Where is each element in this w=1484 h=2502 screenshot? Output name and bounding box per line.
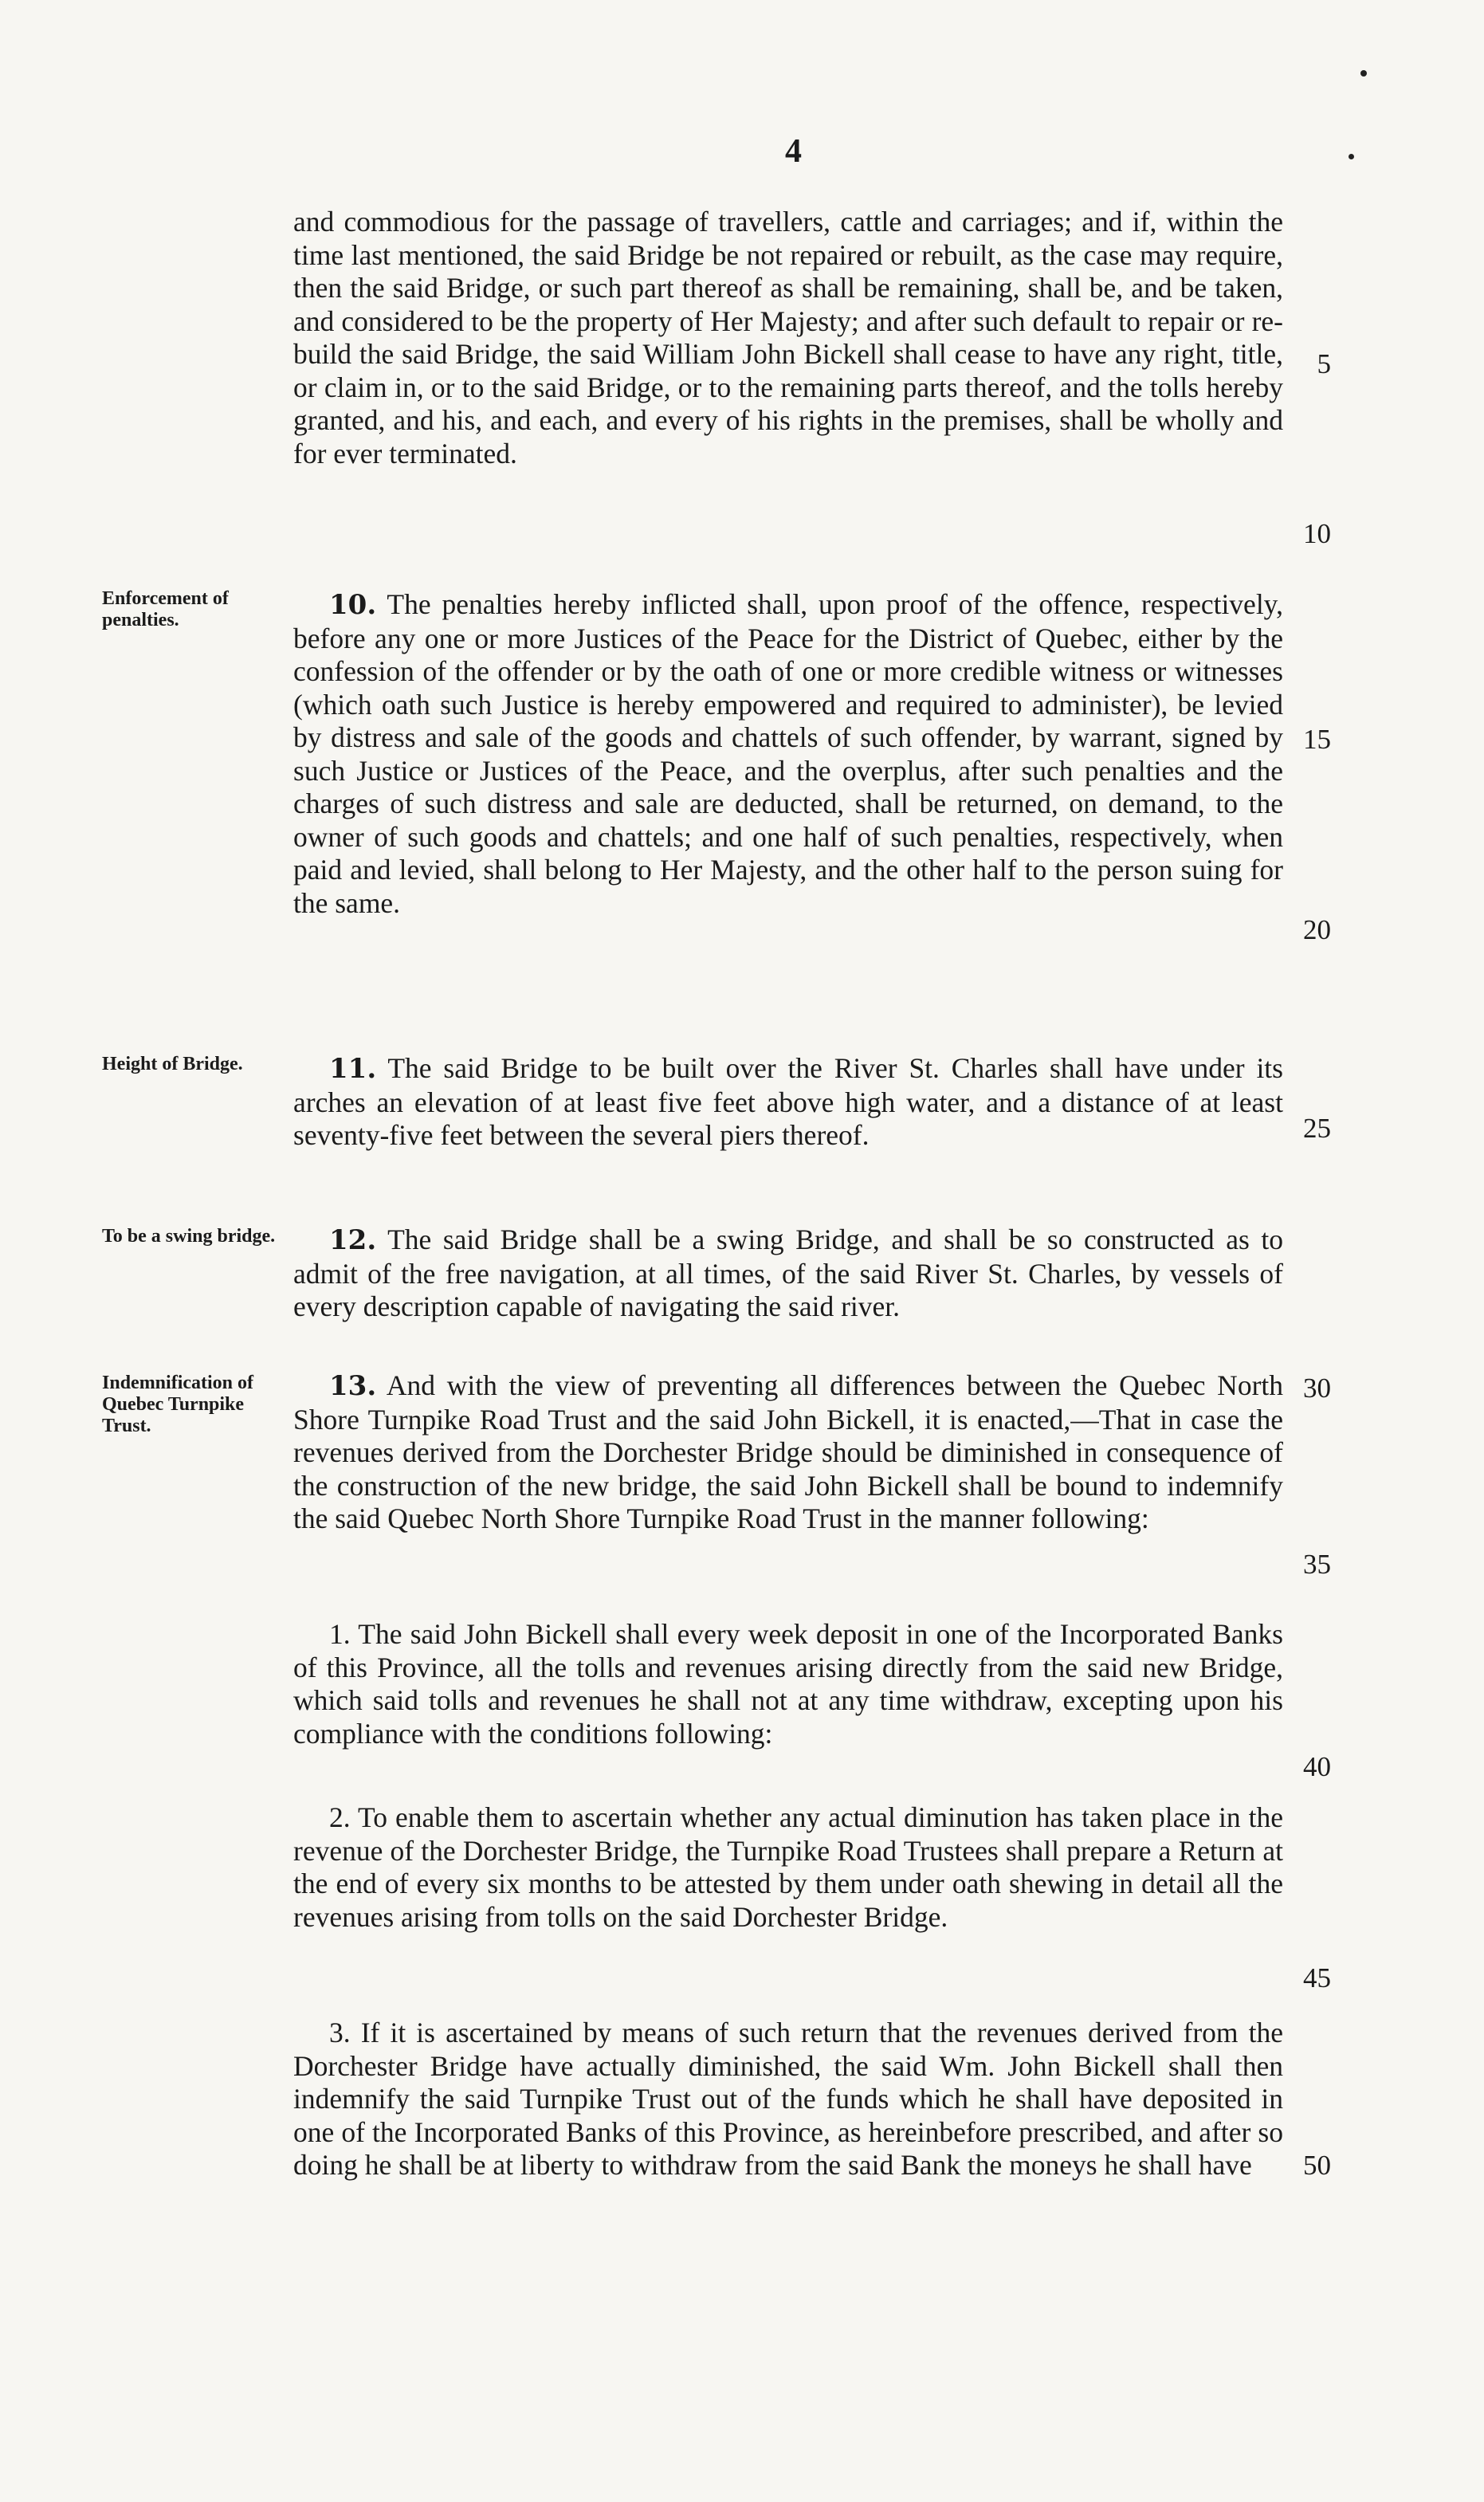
- condition-1: [293, 1618, 1283, 1750]
- marginal-note-indemnification: Indemnification of Quebec Turnpike Trust.: [102, 1373, 254, 1436]
- paragraph: [293, 1052, 1283, 1153]
- section-number: 12.: [329, 1224, 377, 1256]
- line-number: 10: [1303, 518, 1331, 549]
- line-number: 25: [1303, 1113, 1331, 1144]
- line-number: 20: [1303, 914, 1331, 945]
- section-10: [293, 588, 1283, 920]
- print-speck: [1360, 70, 1367, 77]
- section-text: The said Bridge shall be a swing Bridge, and shall be so constructed as to admit of the free navigation, at all times, of the said River St. Charles, by vessels of every description capable of navigating the said river.: [293, 1224, 1283, 1322]
- print-speck: [1349, 154, 1354, 159]
- section-number: 11.: [329, 1053, 377, 1085]
- line-number: 30: [1303, 1373, 1331, 1404]
- line-number: 5: [1317, 348, 1331, 379]
- page-number: 4: [785, 133, 802, 170]
- paragraph: [293, 588, 1283, 920]
- section-text: And with the view of preventing all differences between the Quebec North Shore Turnpike Road Trust and the said John Bickell, it is enacted,—That in case the revenues derived from the Dorchester Bridge should be diminished in consequence of the construction of the new bridge, the said John Bickell shall be bound to indemnify the said Quebec North Shore Turnpike Road Trust in the manner following:: [293, 1369, 1284, 1534]
- paragraph: [293, 1369, 1283, 1536]
- line-number: 35: [1303, 1549, 1331, 1580]
- condition-2: [293, 1801, 1283, 1934]
- paragraph: 3. If it is ascertained by means of such return that the revenues derived from the Dorchester Bridge have actually diminished, the said Wm. John Bickell shall then indemnify the said Turnpike Trust out of the funds which he shall have deposited in one of the Incorporated Banks of this Province, as hereinbefore prescribed, and after so doing he shall be at liberty to withdraw from the said Bank the moneys he shall have: [293, 2017, 1283, 2181]
- paragraph: and commodious for the passage of travellers, cattle and carriages; and if, within the time last mentioned, the said Bridge be not repaired or rebuilt, as the case may require, then the said Bridge, or such part thereof as shall be remaining, shall be, and be taken, and considered to be the property of Her Majesty; and after such default to repair or re-build the said Bridge, the said William John Bickell shall cease to have any right, title, or claim in, or to the said Bridge, or to the remaining parts thereof, and the tolls hereby granted, and his, and each, and every of his rights in the premises, shall be wholly and for ever terminated.: [293, 206, 1283, 469]
- line-number: 40: [1303, 1751, 1331, 1782]
- section-12: [293, 1224, 1283, 1324]
- section-9-continuation: [293, 206, 1283, 470]
- section-11: [293, 1052, 1283, 1153]
- marginal-note-swing-bridge: To be a swing bridge.: [102, 1226, 276, 1247]
- line-number: 45: [1303, 1962, 1331, 1993]
- marginal-note-height: Height of Bridge.: [102, 1054, 243, 1074]
- marginal-note-enforcement: Enforcement of penalties.: [102, 588, 229, 630]
- section-text: The said Bridge to be built over the River St. Charles shall have under its arches an elevation of at least five feet above high water, and a distance of at least seventy-five feet between the several piers thereof.: [293, 1052, 1283, 1151]
- section-number: 10.: [329, 589, 377, 621]
- section-text: The penalties hereby inflicted shall, upon proof of the offence, respectively, before any one or more Justices of the Peace for the District of Quebec, either by the confession of the offender or by the oath of one or more credible witness or witnesses (which oath such Justice is hereby empowered and required to administer), be levied by distress and sale of the goods and chattels of such offender, by warrant, signed by such Justice or Justices of the Peace, and the overplus, after such penalties and the charges of such distress and sale are deducted, shall be returned, on demand, to the owner of such goods and chattels; and one half of such penalties, respectively, when paid and levied, shall belong to Her Majesty, and the other half to the person suing for the same.: [293, 588, 1283, 919]
- line-number: 50: [1303, 2150, 1331, 2181]
- line-number: 15: [1303, 724, 1331, 755]
- paragraph: 2. To enable them to ascertain whether any actual diminution has taken place in the revenue of the Dorchester Bridge, the Turnpike Road Trustees shall prepare a Return at the end of every six months to be attested by them under oath shewing in detail all the revenues arising from tolls on the said Dorchester Bridge.: [293, 1801, 1283, 1933]
- paragraph: 1. The said John Bickell shall every week deposit in one of the Incorporated Banks of this Province, all the tolls and revenues arising directly from the said new Bridge, which said tolls and revenues he shall not at any time withdraw, excepting upon his compliance with the conditions following:: [293, 1618, 1283, 1750]
- section-number: 13.: [329, 1370, 377, 1402]
- paragraph: [293, 1224, 1283, 1324]
- condition-3: [293, 2017, 1283, 2182]
- section-13: [293, 1369, 1283, 1536]
